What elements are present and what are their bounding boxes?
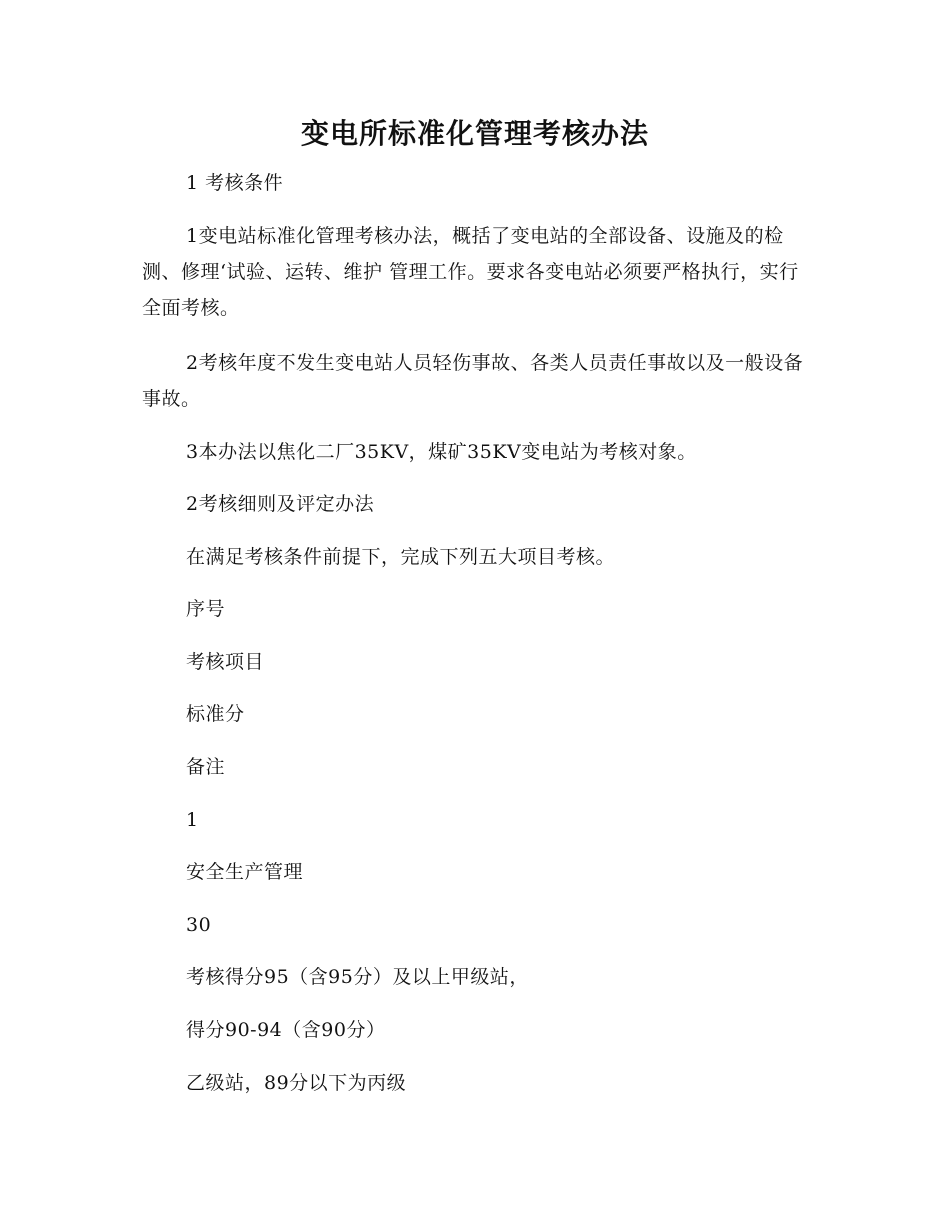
intro-line: 在满足考核条件前提下，完成下列五大项目考核。 bbox=[186, 546, 616, 568]
paragraph-3: 3本办法以焦化二厂35KV，煤矿35KV变电站为考核对象。 bbox=[186, 441, 697, 463]
table-header-score: 标准分 bbox=[186, 703, 245, 725]
table-header-item: 考核项目 bbox=[186, 651, 265, 673]
row1-score: 30 bbox=[186, 914, 212, 936]
document-title: 变电所标准化管理考核办法 bbox=[300, 117, 649, 150]
section2-heading: 2考核细则及评定办法 bbox=[186, 493, 375, 515]
table-header-note: 备注 bbox=[186, 756, 226, 778]
row1-note-line-3: 乙级站，89分以下为丙级 bbox=[186, 1072, 407, 1094]
row1-index: 1 bbox=[186, 809, 199, 831]
row1-note-line-1: 考核得分95（含95分）及以上甲级站， bbox=[186, 966, 529, 988]
paragraph-1: 1变电站标准化管理考核办法，概括了变电站的全部设备、设施及的检测、修理‘试验、运转、维护 管理工作。要求各变电站必须要严格执行，实行全面考核。 bbox=[142, 225, 799, 319]
row1-item: 安全生产管理 bbox=[186, 861, 304, 883]
paragraph-2: 2考核年度不发生变电站人员轻伤事故、各类人员责任事故以及一般设备事故。 bbox=[142, 352, 804, 410]
section1-heading: 1 考核条件 bbox=[186, 172, 284, 194]
row1-note-line-2: 得分90-94（含90分） bbox=[186, 1019, 386, 1041]
table-header-index: 序号 bbox=[186, 598, 226, 620]
